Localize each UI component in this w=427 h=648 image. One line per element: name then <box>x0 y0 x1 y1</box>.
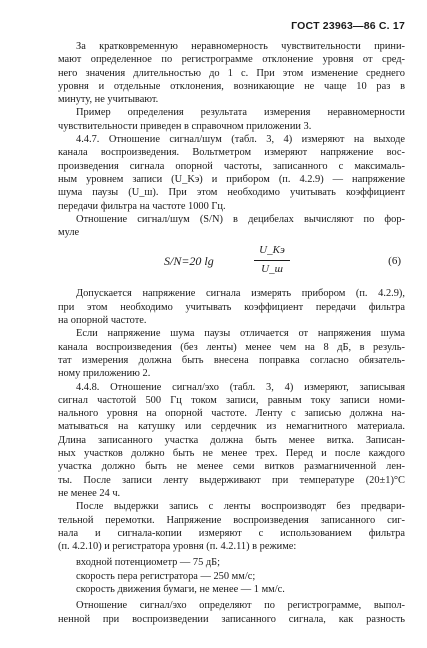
paragraph-9 <box>58 599 405 626</box>
paragraph-4 <box>58 213 405 240</box>
document-body <box>58 40 405 626</box>
paragraph-2 <box>58 106 405 133</box>
text-line: при этом необходимо учитывать коэффициент передачи фильтра <box>58 301 405 313</box>
text-line: ненной при воспроизведении записанного сигнала, как разность <box>58 613 405 625</box>
text-line: передачи фильтра на частоте 1000 Гц. <box>58 200 226 212</box>
text-line: ному приложению 2. <box>58 368 151 380</box>
text-line: минуту, не учитывают. <box>58 94 159 106</box>
paragraph-3 <box>58 133 405 213</box>
list-item: входной потенциометр — 75 дБ; <box>76 557 221 569</box>
paragraph-7 <box>58 381 405 501</box>
text-line: произведения сигнала опорной частоты, записанного с максималь- <box>58 160 405 172</box>
text-line: Отношение сигнал/эхо определяют по регистрограмме, выпол- <box>76 600 405 612</box>
fraction-bar <box>254 260 290 261</box>
text-line: мают определенное по регистрограмме отклонение уровня от сред- <box>58 54 405 66</box>
list-item: скорость движения бумаги, не менее — 1 мм/с. <box>76 583 285 595</box>
text-line: уровня и отдельные отклонения, возникающие не чаще 10 раз в <box>58 80 405 92</box>
text-line: канала воспроизведения (без ленты) менее чем на 8 дБ, в резуль- <box>58 341 405 353</box>
text-line: За кратковременную неравномерность чувствительности прини- <box>76 41 405 52</box>
text-line: сигнал частотой 500 Гц током записи, равным току записи номи- <box>58 394 405 406</box>
formula-numerator: U_Kэ <box>259 244 285 257</box>
text-line: не менее 24 ч. <box>58 487 121 499</box>
formula-6 <box>58 241 405 285</box>
text-line: Длина записанного участка должна быть менее витка. Записан- <box>58 434 405 446</box>
paragraph-8 <box>58 500 405 553</box>
text-line: на опорной частоте. <box>58 315 147 327</box>
text-line: шума паузы (U_ш). При этом необходимо учитывать коэффициент <box>58 187 405 199</box>
text-line: муле <box>58 227 80 239</box>
text-line: него значения длительностью до 1 с. При этом изменение среднего <box>58 67 405 79</box>
formula-fraction <box>254 244 290 276</box>
text-line: После выдержки запись с ленты воспроизводят без предвари- <box>76 501 405 513</box>
text-line: участка должно быть не менее семи витков размагниченной лен- <box>58 461 405 473</box>
text-line: Пример определения результата измерения неравномерности <box>76 107 405 119</box>
text-line: нала и сигнала-копии измеряют с использованием фильтра <box>58 527 405 539</box>
text-line: чувствительности приведен в справочном приложении 3. <box>58 120 312 132</box>
text-line: Допускается напряжение сигнала измерять прибором (п. 4.2.9), <box>76 288 405 300</box>
text-line: тельной перемотки. Напряжение воспроизведения записанного сиг- <box>58 514 405 526</box>
text-line: нального уровня на опорной частоте. Ленту с записью должна на- <box>58 408 405 420</box>
text-line: Отношение сигнал/шум (S/N) в децибелах вычисляют по фор- <box>76 213 405 225</box>
text-line: 4.4.7. Отношение сигнал/шум (табл. 3, 4) измеряют на выходе <box>76 134 405 146</box>
formula-lhs: S/N=20 lg <box>164 254 214 269</box>
text-line: матываться на катушку или сердечник из немагнитного материала. <box>58 421 405 433</box>
paragraph-6 <box>58 327 405 380</box>
mode-settings-list <box>58 556 405 596</box>
text-line: ных участков должно быть не менее трех. Перед и после каждого <box>58 448 405 460</box>
text-line: канала воспроизведения. Вольтметром измеряют напряжение вос- <box>58 147 405 159</box>
paragraph-1 <box>58 40 405 106</box>
text-line: тат измерения должна быть внесена поправка согласно обязатель- <box>58 354 405 366</box>
text-line: ным уровнем записи (U_Kэ) и прибором (п. 4.2.9) — напряжение <box>58 173 405 185</box>
list-item: скорость пера регистратора — 250 мм/с; <box>76 570 256 582</box>
paragraph-5 <box>58 287 405 327</box>
text-line: ты. После записи ленту выдерживают при температуре (20±1)°С <box>58 474 405 486</box>
text-line: Если напряжение шума паузы отличается от напряжения шума <box>76 328 405 340</box>
page-header: ГОСТ 23963—86 С. 17 <box>291 20 405 32</box>
text-line: (п. 4.2.10) и регистратора уровня (п. 4.2.11) в режиме: <box>58 541 297 553</box>
formula-number: (6) <box>388 255 401 268</box>
text-line: 4.4.8. Отношение сигнал/эхо (табл. 3, 4) измеряют, записывая <box>76 381 405 393</box>
formula-denominator: U_ш <box>261 262 283 275</box>
